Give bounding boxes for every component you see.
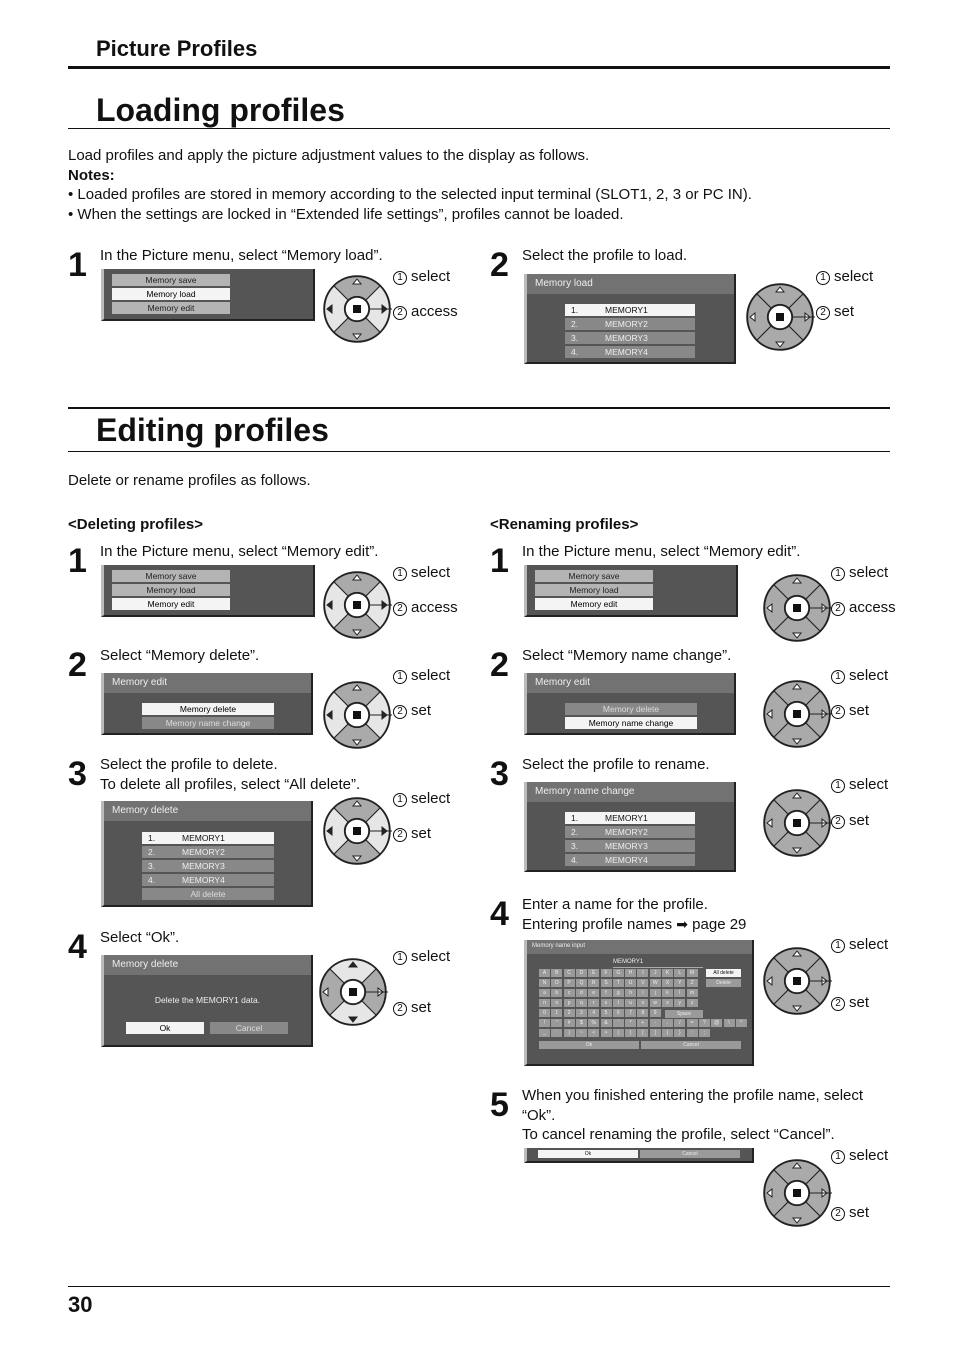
screen-title: Memory edit xyxy=(104,673,311,693)
ok-key[interactable]: Ok xyxy=(539,1041,639,1049)
keyboard-key[interactable]: V xyxy=(637,979,648,987)
keyboard-key[interactable]: . xyxy=(662,1019,673,1027)
keyboard-key[interactable]: C xyxy=(564,969,575,977)
step-number: 3 xyxy=(68,755,87,793)
step-text: Select “Memory delete”. xyxy=(100,647,260,664)
loading-intro: Load profiles and apply the picture adjustment values to the display as follows. Notes: • Loaded profiles are stored in memory according to the selected input terminal (SLOT1, 2, 3 or PC IN). • When the settings are locked in “Extended life settings”, profiles cannot be loaded. xyxy=(68,147,752,223)
keyboard-key[interactable]: 2 xyxy=(564,1009,575,1017)
legend-select: 1 select xyxy=(831,564,888,582)
legend-select: 1 select xyxy=(831,936,888,954)
memory-item[interactable]: 1. MEMORY1 xyxy=(565,304,695,316)
screen-title: Memory load xyxy=(527,274,734,294)
header-rule xyxy=(68,66,890,69)
step-number: 1 xyxy=(490,542,509,580)
keyboard-key[interactable]: ; xyxy=(699,1029,710,1037)
keyboard-key[interactable]: i xyxy=(637,989,648,997)
keyboard-key[interactable]: 9 xyxy=(650,1009,661,1017)
keyboard-key[interactable]: \ xyxy=(724,1019,735,1027)
keyboard-key[interactable]: F xyxy=(601,969,612,977)
renaming-heading: <Renaming profiles> xyxy=(490,516,639,533)
legend-access: 2 access xyxy=(393,303,458,321)
legend-set: 2 set xyxy=(831,994,869,1012)
keyboard-key[interactable]: 5 xyxy=(601,1009,612,1017)
keyboard-key[interactable]: Q xyxy=(576,979,587,987)
step-text: Enter a name for the profile. Entering profile names ➡ page 29 xyxy=(522,896,747,933)
all-delete-key[interactable]: All delete xyxy=(706,969,741,977)
keyboard-key[interactable]: + xyxy=(637,1019,648,1027)
arrow-right-icon: ➡ xyxy=(676,915,688,932)
keyboard-key[interactable]: s xyxy=(601,999,612,1007)
keyboard-key[interactable]: u xyxy=(625,999,636,1007)
keyboard-key[interactable]: K xyxy=(662,969,673,977)
memory-item[interactable]: 1. MEMORY1 xyxy=(142,832,274,844)
section-header: Picture Profiles xyxy=(96,36,258,61)
memory-item[interactable]: 2. MEMORY2 xyxy=(565,826,695,838)
keyboard-key[interactable]: P xyxy=(564,979,575,987)
keyboard-key[interactable]: v xyxy=(637,999,648,1007)
cancel-key[interactable]: Cancel xyxy=(641,1041,741,1049)
memory-delete-screen xyxy=(101,801,313,907)
menu-item-memory-load[interactable]: Memory load xyxy=(112,288,230,300)
screen-title: Memory name change xyxy=(527,782,734,802)
memory-item[interactable]: 4. MEMORY4 xyxy=(565,346,695,358)
keyboard-key[interactable]: I xyxy=(637,969,648,977)
keyboard-key[interactable]: 0 xyxy=(539,1009,550,1017)
keyboard-key[interactable]: 1 xyxy=(551,1009,562,1017)
menu-item-memory-delete[interactable]: Memory delete xyxy=(142,703,274,715)
legend-select: 1 select xyxy=(831,667,888,685)
menu-item-memory-save[interactable]: Memory save xyxy=(112,274,230,286)
keyboard-key[interactable]: ] xyxy=(650,1029,661,1037)
keyboard-key[interactable]: W xyxy=(650,979,661,987)
memory-item[interactable]: 3. MEMORY3 xyxy=(142,860,274,872)
keyboard-key[interactable]: h xyxy=(625,989,636,997)
keyboard-key[interactable]: r xyxy=(588,999,599,1007)
keyboard-key[interactable]: { xyxy=(662,1029,673,1037)
editing-top-rule xyxy=(68,407,890,409)
menu-item-memory-edit[interactable]: Memory edit xyxy=(112,302,230,314)
menu-item-memory-name-change[interactable]: Memory name change xyxy=(142,717,274,729)
keyboard-key[interactable]: 3 xyxy=(576,1009,587,1017)
screen-title: Memory delete xyxy=(104,955,311,975)
cancel-key[interactable]: Cancel xyxy=(640,1150,740,1158)
keyboard-key[interactable]: O xyxy=(551,979,562,987)
keyboard-key[interactable]: J xyxy=(650,969,661,977)
keyboard-key[interactable]: _ xyxy=(539,1029,550,1037)
step-number: 4 xyxy=(68,928,87,966)
legend-select: 1 select xyxy=(393,564,450,582)
loading-title: Loading profiles xyxy=(96,92,345,128)
keyboard-key[interactable]: 8 xyxy=(637,1009,648,1017)
keyboard-key[interactable]: q xyxy=(576,999,587,1007)
picture-menu-screen xyxy=(101,269,315,321)
keyboard-key[interactable]: a xyxy=(539,989,550,997)
keyboard-key[interactable]: ` xyxy=(551,1029,562,1037)
legend-select: 1 select xyxy=(831,776,888,794)
menu-item-memory-name-change[interactable]: Memory name change xyxy=(565,717,697,729)
keyboard-key[interactable]: m xyxy=(687,989,698,997)
memory-name-change-screen xyxy=(524,782,736,872)
keyboard-key[interactable]: Z xyxy=(687,979,698,987)
remote-pad-icon xyxy=(322,274,392,344)
screen-title: Memory name input xyxy=(527,940,752,954)
keyboard-key[interactable]: = xyxy=(687,1019,698,1027)
menu-item-memory-save[interactable]: Memory save xyxy=(535,570,653,582)
keyboard-key[interactable]: 6 xyxy=(613,1009,624,1017)
keyboard-key[interactable]: g xyxy=(613,989,624,997)
keyboard-key[interactable]: j xyxy=(650,989,661,997)
space-key[interactable]: Space xyxy=(665,1010,703,1018)
step-text: Select the profile to load. xyxy=(522,247,688,264)
remote-pad-icon xyxy=(322,796,392,866)
keyboard-key[interactable]: $ xyxy=(576,1019,587,1027)
keyboard-key[interactable]: } xyxy=(674,1029,685,1037)
memory-item[interactable]: 2. MEMORY2 xyxy=(142,846,274,858)
keyboard-key[interactable]: t xyxy=(613,999,624,1007)
step-number: 3 xyxy=(490,755,509,793)
memory-edit-screen xyxy=(524,673,736,735)
ok-key[interactable]: Ok xyxy=(538,1150,638,1158)
keyboard-key[interactable]: ~ xyxy=(576,1029,587,1037)
step-text: Select “Ok”. xyxy=(100,929,180,946)
memory-item[interactable]: 4. MEMORY4 xyxy=(565,854,695,866)
memory-edit-screen xyxy=(101,673,313,735)
legend-set: 2 set xyxy=(393,702,431,720)
keyboard-key[interactable]: ? xyxy=(699,1019,710,1027)
memory-item[interactable]: 4. MEMORY4 xyxy=(142,874,274,886)
step-number: 4 xyxy=(490,895,509,933)
name-input-field[interactable]: MEMORY1 xyxy=(613,959,703,968)
step-text: Select the profile to delete. To delete all profiles, select “All delete”. xyxy=(100,756,361,793)
keyboard-key[interactable]: c xyxy=(564,989,575,997)
menu-item-memory-delete[interactable]: Memory delete xyxy=(565,703,697,715)
delete-key[interactable]: Delete xyxy=(706,979,741,987)
keyboard-key[interactable]: X xyxy=(662,979,673,987)
step-number: 2 xyxy=(490,646,509,684)
keyboard-key[interactable]: U xyxy=(625,979,636,987)
keyboard-key[interactable]: < xyxy=(588,1029,599,1037)
confirm-delete-screen xyxy=(101,955,313,1047)
keyboard-key[interactable]: N xyxy=(539,979,550,987)
keyboard-key[interactable]: w xyxy=(650,999,661,1007)
keyboard-key[interactable]: ( xyxy=(613,1029,624,1037)
keyboard-key[interactable]: " xyxy=(551,1019,562,1027)
picture-menu-screen xyxy=(101,565,315,617)
keyboard-key[interactable]: D xyxy=(576,969,587,977)
keyboard-key[interactable]: [ xyxy=(637,1029,648,1037)
step-text: Select the profile to rename. xyxy=(522,756,710,773)
keyboard-key[interactable]: @ xyxy=(711,1019,722,1027)
screen-title: Memory edit xyxy=(527,673,734,693)
editing-rule xyxy=(68,451,890,452)
memory-item[interactable]: 1. MEMORY1 xyxy=(565,812,695,824)
remote-pad-icon xyxy=(762,679,832,749)
legend-access: 2 access xyxy=(393,599,458,617)
keyboard-key[interactable]: p xyxy=(564,999,575,1007)
menu-item-memory-edit[interactable]: Memory edit xyxy=(112,598,230,610)
keyboard-key[interactable]: L xyxy=(674,969,685,977)
keyboard-key[interactable]: ) xyxy=(625,1029,636,1037)
keyboard-key[interactable]: y xyxy=(674,999,685,1007)
keyboard-key[interactable]: > xyxy=(601,1029,612,1037)
confirm-message: Delete the MEMORY1 data. xyxy=(154,995,261,1005)
keyboard-key[interactable]: : xyxy=(687,1029,698,1037)
keyboard-key[interactable]: | xyxy=(564,1029,575,1037)
remote-pad-icon xyxy=(762,1158,832,1228)
remote-pad-icon xyxy=(322,680,392,750)
keyboard-key[interactable]: G xyxy=(613,969,624,977)
remote-pad-icon xyxy=(745,282,815,352)
keyboard-key[interactable]: e xyxy=(588,989,599,997)
keyboard-key[interactable]: S xyxy=(601,979,612,987)
legend-select: 1 select xyxy=(816,268,873,286)
step-text: When you finished entering the profile name, select “Ok”. To cancel renaming the profile, select “Cancel”. xyxy=(522,1087,864,1143)
legend-set: 2 set xyxy=(393,825,431,843)
step-text: In the Picture menu, select “Memory edit”. xyxy=(100,543,379,560)
keyboard-key[interactable]: # xyxy=(564,1019,575,1027)
remote-pad-icon xyxy=(762,946,832,1016)
step-number: 5 xyxy=(490,1086,509,1124)
step-number: 1 xyxy=(68,246,87,284)
keyboard-key[interactable]: 4 xyxy=(588,1009,599,1017)
keyboard-key[interactable]: k xyxy=(662,989,673,997)
keyboard-key[interactable]: A xyxy=(539,969,550,977)
keyboard-key[interactable]: ^ xyxy=(736,1019,747,1027)
keyboard-key[interactable]: & xyxy=(601,1019,612,1027)
step-number: 2 xyxy=(490,246,509,284)
legend-set: 2 set xyxy=(831,702,869,720)
legend-select: 1 select xyxy=(393,268,450,286)
cancel-button[interactable]: Cancel xyxy=(210,1022,288,1034)
keyboard-key[interactable]: b xyxy=(551,989,562,997)
keyboard-key[interactable]: l xyxy=(674,989,685,997)
keyboard-key[interactable]: 7 xyxy=(625,1009,636,1017)
keyboard-key[interactable]: M xyxy=(687,969,698,977)
menu-item-memory-load[interactable]: Memory load xyxy=(112,584,230,596)
ok-cancel-bar xyxy=(524,1148,754,1163)
footer-rule xyxy=(68,1286,890,1287)
keyboard-key[interactable]: / xyxy=(674,1019,685,1027)
keyboard-key[interactable]: ! xyxy=(539,1019,550,1027)
keyboard-key[interactable]: f xyxy=(601,989,612,997)
memory-item[interactable]: 3. MEMORY3 xyxy=(565,840,695,852)
keyboard-key[interactable]: B xyxy=(551,969,562,977)
keyboard-key[interactable]: % xyxy=(588,1019,599,1027)
all-delete-button[interactable]: All delete xyxy=(142,888,274,900)
menu-item-memory-save[interactable]: Memory save xyxy=(112,570,230,582)
keyboard-key[interactable]: x xyxy=(662,999,673,1007)
keyboard-key[interactable]: * xyxy=(625,1019,636,1027)
keyboard-key[interactable]: o xyxy=(551,999,562,1007)
keyboard-key[interactable]: T xyxy=(613,979,624,987)
menu-item-memory-load[interactable]: Memory load xyxy=(535,584,653,596)
editing-title: Editing profiles xyxy=(96,412,329,448)
legend-set: 2 set xyxy=(393,999,431,1017)
picture-menu-screen xyxy=(524,565,738,617)
remote-pad-icon xyxy=(318,957,388,1027)
legend-select: 1 select xyxy=(393,790,450,808)
loading-rule xyxy=(68,128,890,129)
ok-button[interactable]: Ok xyxy=(126,1022,204,1034)
keyboard-key[interactable]: d xyxy=(576,989,587,997)
editing-intro: Delete or rename profiles as follows. xyxy=(68,472,311,489)
keyboard-key[interactable]: E xyxy=(588,969,599,977)
memory-item[interactable]: 3. MEMORY3 xyxy=(565,332,695,344)
legend-select: 1 select xyxy=(393,667,450,685)
keyboard-key[interactable]: Y xyxy=(674,979,685,987)
legend-select: 1 select xyxy=(393,948,450,966)
keyboard-key[interactable]: z xyxy=(687,999,698,1007)
keyboard-key[interactable]: ' xyxy=(613,1019,624,1027)
memory-name-input-screen xyxy=(524,940,754,1066)
memory-load-screen xyxy=(524,274,736,364)
memory-item[interactable]: 2. MEMORY2 xyxy=(565,318,695,330)
remote-pad-icon xyxy=(762,573,832,643)
keyboard-key[interactable]: - xyxy=(650,1019,661,1027)
keyboard-key[interactable]: R xyxy=(588,979,599,987)
screen-title: Memory delete xyxy=(104,801,311,821)
remote-pad-icon xyxy=(762,788,832,858)
legend-set: 2 set xyxy=(831,812,869,830)
legend-select: 1 select xyxy=(831,1147,888,1165)
keyboard-key[interactable]: H xyxy=(625,969,636,977)
step-text: In the Picture menu, select “Memory edit”. xyxy=(522,543,801,560)
step-number: 1 xyxy=(68,542,87,580)
keyboard-key[interactable]: n xyxy=(539,999,550,1007)
page-number: 30 xyxy=(68,1292,93,1317)
step-text: Select “Memory name change”. xyxy=(522,647,732,664)
step-number: 2 xyxy=(68,646,87,684)
legend-set: 2 set xyxy=(831,1204,869,1222)
legend-set: 2 set xyxy=(816,303,854,321)
deleting-heading: <Deleting profiles> xyxy=(68,516,204,533)
step-text: In the Picture menu, select “Memory load”. xyxy=(100,247,383,264)
menu-item-memory-edit[interactable]: Memory edit xyxy=(535,598,653,610)
remote-pad-icon xyxy=(322,570,392,640)
legend-access: 2 access xyxy=(831,599,896,617)
